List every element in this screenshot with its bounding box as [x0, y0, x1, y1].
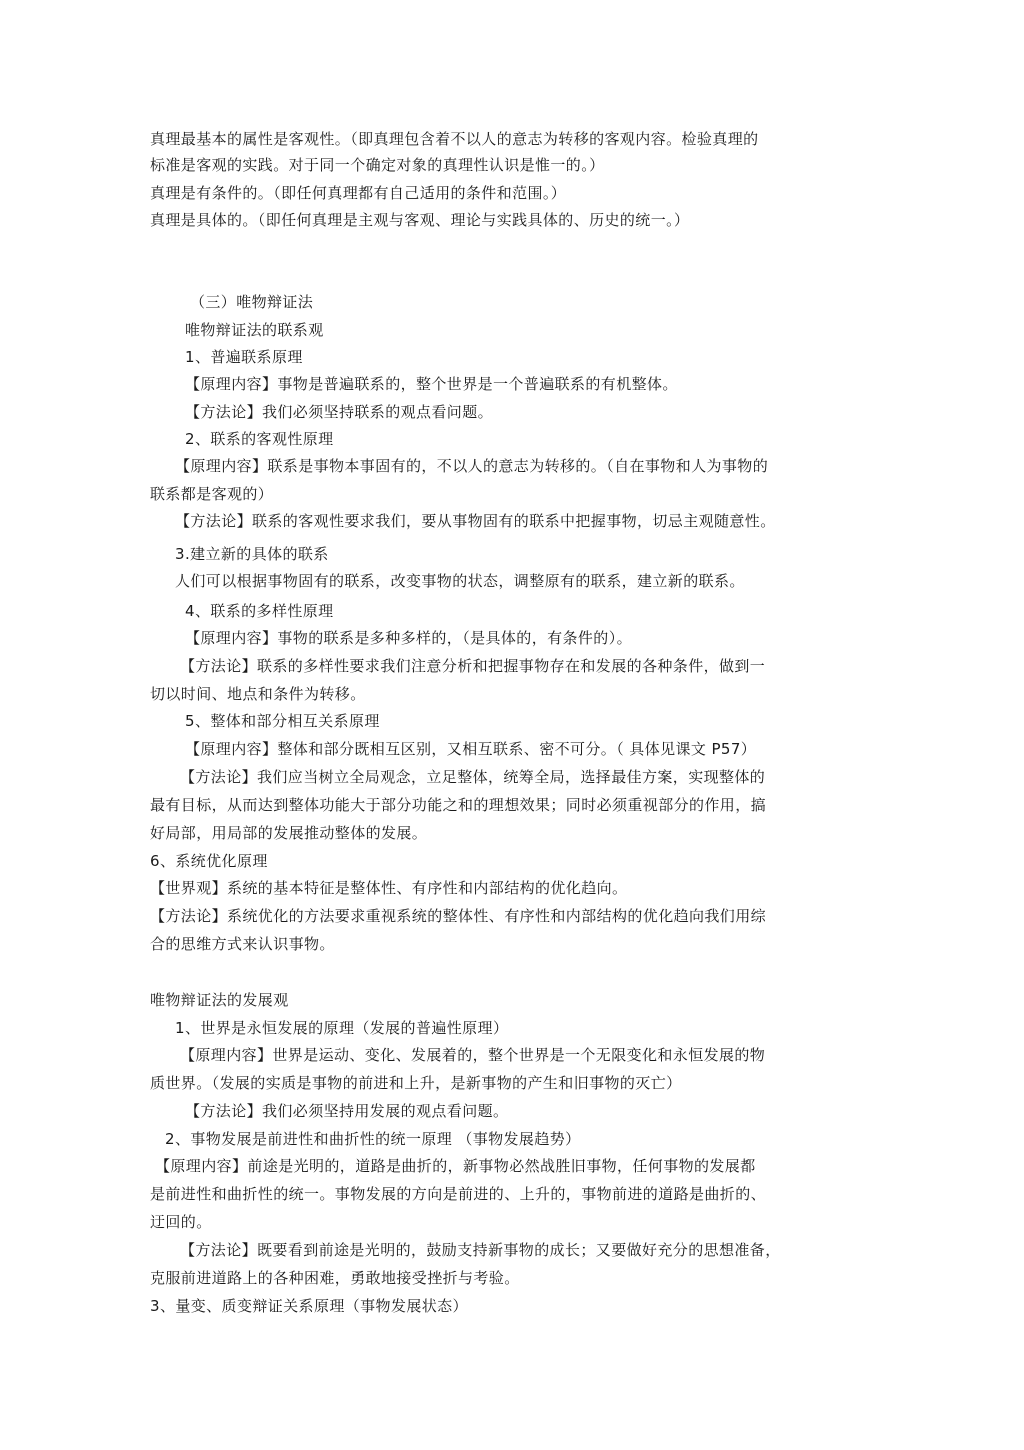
text-line: 真理最基本的属性是客观性。（即真理包含着不以人的意志为转移的客观内容。检验真理的	[150, 130, 759, 148]
text-line: 【方法论】我们应当树立全局观念，立足整体，统筹全局，选择最佳方案，实现整体的	[180, 768, 766, 786]
text-line: 【方法论】既要看到前途是光明的，鼓励支持新事物的成长；又要做好充分的思想准备，	[180, 1241, 781, 1259]
subsection-heading: 唯物辩证法的联系观	[185, 321, 324, 339]
text-line: 人们可以根据事物固有的联系，改变事物的状态，调整原有的联系，建立新的联系。	[175, 572, 745, 590]
text-line: 【原理内容】事物的联系是多种多样的，（是具体的，有条件的）。	[185, 629, 633, 647]
principle-heading: 3.建立新的具体的联系	[175, 545, 329, 563]
text-line: 切以时间、地点和条件为转移。	[150, 685, 366, 703]
section-heading: （三）唯物辩证法	[190, 293, 314, 311]
principle-heading: 2、联系的客观性原理	[185, 430, 334, 448]
principle-heading: 3、量变、质变辩证关系原理（事物发展状态）	[150, 1297, 468, 1315]
text-line: 【方法论】联系的客观性要求我们，要从事物固有的联系中把握事物，切忌主观随意性。	[175, 512, 776, 530]
text-line: 【方法论】系统优化的方法要求重视系统的整体性、有序性和内部结构的优化趋向我们用综	[150, 907, 767, 925]
principle-heading: 5、整体和部分相互关系原理	[185, 712, 380, 730]
text-line: 标准是客观的实践。对于同一个确定对象的真理性认识是惟一的。）	[150, 156, 605, 174]
principle-heading: 4、联系的多样性原理	[185, 602, 334, 620]
text-line: 克服前进道路上的各种困难，勇敢地接受挫折与考验。	[150, 1269, 520, 1287]
text-line: 【原理内容】前途是光明的，道路是曲折的，新事物必然战胜旧事物，任何事物的发展都	[155, 1157, 756, 1175]
text-line: 迂回的。	[150, 1213, 212, 1231]
text-line: 最有目标，从而达到整体功能大于部分功能之和的理想效果；同时必须重视部分的作用，搞	[150, 796, 767, 814]
text-line: 【方法论】我们必须坚持联系的观点看问题。	[185, 403, 494, 421]
text-line: 质世界。（发展的实质是事物的前进和上升，是新事物的产生和旧事物的灭亡）	[150, 1074, 682, 1092]
principle-heading: 2、事物发展是前进性和曲折性的统一原理 （事物发展趋势）	[165, 1130, 581, 1148]
text-line: 好局部，用局部的发展推动整体的发展。	[150, 824, 428, 842]
subsection-heading: 唯物辩证法的发展观	[150, 991, 289, 1009]
text-line: 真理是有条件的。（即任何真理都有自己适用的条件和范围。）	[150, 184, 567, 202]
text-line: 是前进性和曲折性的统一。事物发展的方向是前进的、上升的，事物前进的道路是曲折的、	[150, 1185, 767, 1203]
text-line: 【原理内容】联系是事物本事固有的，不以人的意志为转移的。（自在事物和人为事物的	[175, 457, 769, 475]
text-line: 合的思维方式来认识事物。	[150, 935, 335, 953]
principle-heading: 6、系统优化原理	[150, 852, 268, 870]
principle-heading: 1、世界是永恒发展的原理（发展的普遍性原理）	[175, 1019, 509, 1037]
text-line: 【方法论】联系的多样性要求我们注意分析和把握事物存在和发展的各种条件，做到一	[180, 657, 766, 675]
text-line: 【原理内容】整体和部分既相互区别，又相互联系、密不可分。（ 具体见课文 P57）	[185, 740, 757, 758]
text-line: 【原理内容】事物是普遍联系的，整个世界是一个普遍联系的有机整体。	[185, 375, 678, 393]
principle-heading: 1、普遍联系原理	[185, 348, 303, 366]
text-line: 【原理内容】世界是运动、变化、发展着的，整个世界是一个无限变化和永恒发展的物	[180, 1046, 766, 1064]
text-line: 联系都是客观的）	[150, 485, 274, 503]
text-line: 【方法论】我们必须坚持用发展的观点看问题。	[185, 1102, 509, 1120]
text-line: 【世界观】系统的基本特征是整体性、有序性和内部结构的优化趋向。	[150, 879, 628, 897]
text-line: 真理是具体的。（即任何真理是主观与客观、理论与实践具体的、历史的统一。）	[150, 211, 690, 229]
